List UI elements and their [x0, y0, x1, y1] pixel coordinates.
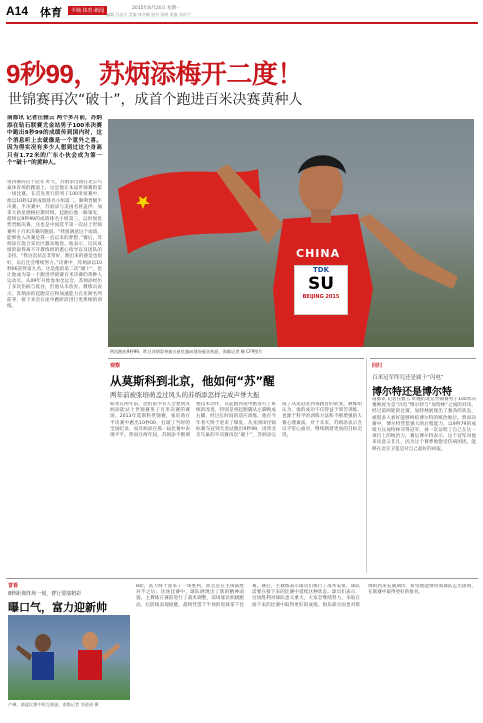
section-banner: 羊城·体育·新闻 [68, 6, 107, 15]
analysis-title: 从莫斯科到北京，他如何“苏”醒 [110, 374, 275, 388]
headline-subtitle: 世锦赛再次“破十”，成首个跑进百米决赛黄种人 [8, 92, 303, 108]
section-name: 体育 [40, 6, 62, 19]
bib-plate [294, 265, 348, 315]
bottom-tag: 冒看 [8, 583, 19, 589]
bib-country: CHINA [296, 247, 341, 260]
sidebar-body: 南都讯 记者汪雅云 昨晚的北京世锦赛男子100米决赛被视为是“闪电”博尔特与“加特林”之间的对决。经过前两轮的比赛，加特林展现出了强劲的状态，被很多人看好能够终结博尔特的统治地位。然而决赛中，博尔特凭借强大的后程能力，以9秒79的成绩力压加特林夺得冠军，再一次证明了自己在这一项目上的统治力。赛后博尔特表示，这个冠军对他来说意义非凡，因为这个赛季他饱受伤病困扰，能够在北京卫冕是对自己最好的回报。 [372, 397, 476, 452]
sidebar-rule [370, 358, 476, 359]
main-photo [108, 119, 474, 347]
bottom-photo [8, 615, 130, 700]
analysis-tag: 观察 [110, 363, 121, 369]
bottom-title: 曝口气，富力迎新帅 [8, 601, 107, 614]
headline: 9秒99，苏炳添梅开二度！ [6, 59, 303, 89]
page-header [6, 4, 476, 20]
photo-caption: 两次跑出9秒99，昨日苏炳添身披五星红旗向现场观众致意，南都记者 摄 CFP图片 [110, 349, 263, 354]
athlete-figure [108, 119, 474, 347]
bib-sponsor: TDK [312, 266, 329, 274]
analysis-rule [108, 358, 364, 359]
left-body-text: 男四乘四首个冠军 昨天，苏炳添出现在北京鸟巢体育场的跑道上，这是他在本届世锦赛的第一场比赛。在首先进行的男子100米预赛中，他以10秒12的成绩排名小组第二，顺利晋级半决赛。半决赛中，苏炳添与美国名将盖伊、加拿大新星德格拉斯同组，起跑后他一路领先，最终以9秒99的成绩排名小组第三，以时间优势晋级决赛，这也是中国选手第一次站上世锦赛男子百米决赛的跑道。“我很满意这个成绩，能够进入决赛是我一直以来的梦想。”赛后，苏炳添在混合采访区激动地说。他表示，这次成绩的取得离不开教练组的悉心指导以及团队的支持。“我这次状态非常好，跑出来的感觉也很好，以后还会继续努力。”决赛中，苏炳添以10秒06获得第九名。这是他的第二次“破十”，也让他成为第一个跑进世锦赛百米决赛的黄种人运动员。从09年开始参加全运会，苏炳添经历了多次伤病与低谷，但他从未放弃。教练员表示，苏炳添的起跑反应和加速能力在亚洲名列前茅，接下来会在途中跑阶段进行更系统的训练。 [7, 180, 102, 310]
lead-paragraph: 南都讯 记者汪雅云 两个多月前，苏炳添在钻石联赛尤金站男子100米决赛中跑出9秒99的成绩传到国内时，这个消息听上去就像是一个意外之喜。因为得实况有多少人想到过这个身高只有1.72米的广东小伙会成为第一个“破十”的黄种人。 [7, 115, 102, 166]
bottom-rule [6, 578, 478, 579]
editors-line: 编辑 吕忠方 美编 林冬颖 校对 张明 责编 刘京宁 [106, 12, 191, 17]
bottom-kicker: 8秒距离终场一刻，曹行要演精彩 [8, 591, 82, 597]
sidebar-kicker: 百米冠军终究还是属于“闪电” [372, 375, 444, 381]
bib-name: SU [307, 274, 335, 294]
sidebar-column-rule [366, 358, 367, 573]
header-rule [6, 22, 478, 24]
sidebar-tag: 回归 [372, 363, 383, 369]
bottom-photo-caption: 卢琳、渠猛比赛中相互鼓励，南都记者 刘金清 摄 [8, 702, 99, 707]
analysis-subtitle: 两年前被张培萌盖过风头的苏炳添怎样完成声誉大振 [110, 391, 260, 399]
bottom-body: 8轮，富力终于迎来了一场胜利，而且是在主场战胜对手之后。这场比赛中，球队展现出了新的精神面貌。主教练在赛前进行了战术调整，前场球员积极跑动，后防线表现稳健，最终凭借下半场的进球拿下比赛。赛后，主教练表示球员们执行了战术安排，球队需要在接下来的比赛中延续这种状态。球员们表示，这场胜利对球队意义重大，大家会继续努力，争取在接下来的比赛中取得更好的成绩。俱乐部方面也对新帅的到来充满期待，希望他能够带领球队走出困境，在联赛中取得更好的排名。 [136, 584, 476, 608]
analysis-body: 如果在两年前，恐怕很少有人会想到苏炳添能站上世锦赛男子百米决赛的赛场。2013年莫斯科世锦赛，张培萌在半决赛中跑出10秒00，打破了当时的全国纪录，而苏炳添在那一届比赛中表现平平。然而这两年间，苏炳添不断调整技术动作，从起跑到途中跑进行了系统的改进，特别是将起跑脚从左脚换成右脚，经过长时间的适应训练，他在今年春天终于迎来了爆发。从亚洲田径锦标赛夺冠到尤金站跑出9秒99，再到北京鸟巢的半决赛再次“破十”，苏炳添完成了从追赶者到领跑者的转变。教练组认为，他的成功不仅得益于刻苦训练，也源于科学的训练方法和不断增强的大赛心理素质。对于未来，苏炳添表示会以平常心面对，继续朝着更高的目标迈进。 [110, 402, 362, 439]
bib-venue: BEIJING 2015 [302, 294, 340, 300]
sidebar-title: 博尔特还是博尔特 [372, 387, 452, 398]
dateline: 2015年8月24日 星期一 [132, 6, 181, 11]
page-number: A14 [6, 4, 29, 18]
players-figure [8, 615, 130, 700]
